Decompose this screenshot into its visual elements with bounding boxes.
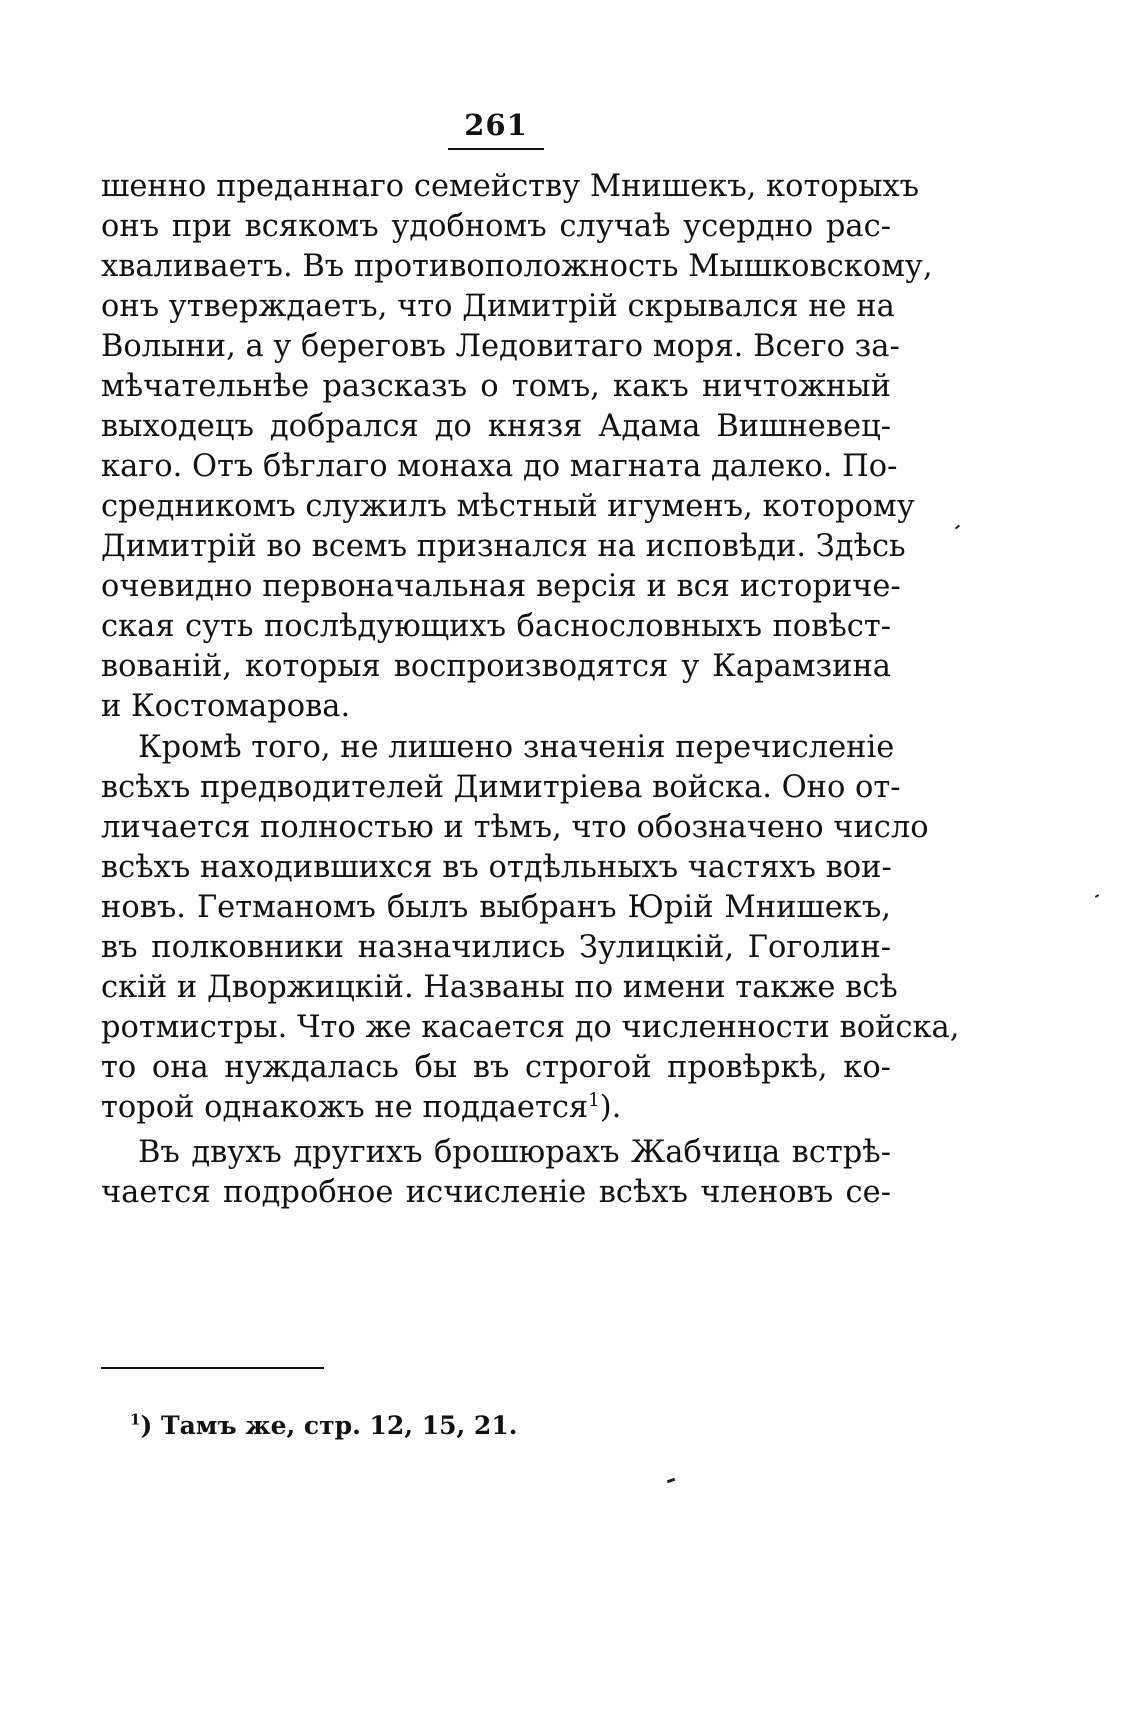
text-line: средникомъ служилъ мѣстный игуменъ, которому [101,489,915,524]
text-line: вованій, которыя воспроизводятся у Карамзина [101,649,891,684]
text-line: и Костомарова. [101,689,351,724]
text-line-tail: ). [599,1090,622,1125]
text-line: чается подробное исчисленіе всѣхъ членовъ се- [101,1175,891,1210]
text-line: Кромѣ того, не лишено значенія перечисленіе [138,730,895,765]
text-line: личается полностью и тѣмъ, что обозначено число [101,810,929,845]
footnote [130,1411,517,1440]
text-line: всѣхъ находившихся въ отдѣльныхъ частяхъ вои- [101,850,892,885]
text-line [101,1088,891,1128]
text-line: шенно преданнаго семейству Мнишекъ, которыхъ [101,169,920,204]
text-line: новъ. Гетманомъ былъ выбранъ Юрій Мнишекъ, [101,890,891,925]
text-line: всѣхъ предводителей Димитріева войска. Оно от- [101,770,901,805]
text-line: каго. Отъ бѣглаго монаха до магната далеко. По- [101,449,898,484]
text-line: хваливаетъ. Въ противоположность Мышковскому, [101,249,933,284]
text-line: скій и Дворжицкій. Названы по имени также всѣ [101,970,898,1005]
text-line: ская суть послѣдующихъ баснословныхъ повѣст- [101,609,891,644]
page-number: 261 [464,108,528,142]
text-line: то она нуждалась бы въ строгой провѣркѣ, ко- [101,1050,891,1085]
text-line: Волыни, а у береговъ Ледовитаго моря. Всего за- [101,329,900,364]
text-line: онъ утверждаетъ, что Димитрій скрывался не на [101,289,895,324]
text-line: мѣчательнѣе разсказъ о томъ, какъ ничтожный [101,369,891,404]
scan-speck [955,525,960,530]
text-line: Димитрій во всемъ признался на исповѣди. Здѣсь [101,529,906,564]
footnote-marker: 1 [130,1410,141,1429]
text-line: очевидно первоначальная версія и вся историче- [101,569,901,604]
text-line: въ полковники назначились Зулицкій, Гоголин- [101,930,891,965]
footnote-text: ) Тамъ же, стр. 12, 15, 21. [140,1411,518,1440]
page-number-underline [448,148,544,150]
footnote-reference: 1 [588,1089,600,1111]
text-line: выходецъ добрался до князя Адама Вишневец- [101,409,891,444]
scan-speck [1095,894,1099,898]
text-line: Въ двухъ другихъ брошюрахъ Жабчица встрѣ- [138,1135,891,1170]
scan-speck [667,1478,676,1484]
text-line-content: торой однакожъ не поддается [101,1090,589,1125]
text-line: онъ при всякомъ удобномъ случаѣ усердно рас- [101,209,891,244]
footnote-separator [101,1367,324,1369]
text-line: ротмистры. Что же касается до численности войска, [101,1010,960,1045]
